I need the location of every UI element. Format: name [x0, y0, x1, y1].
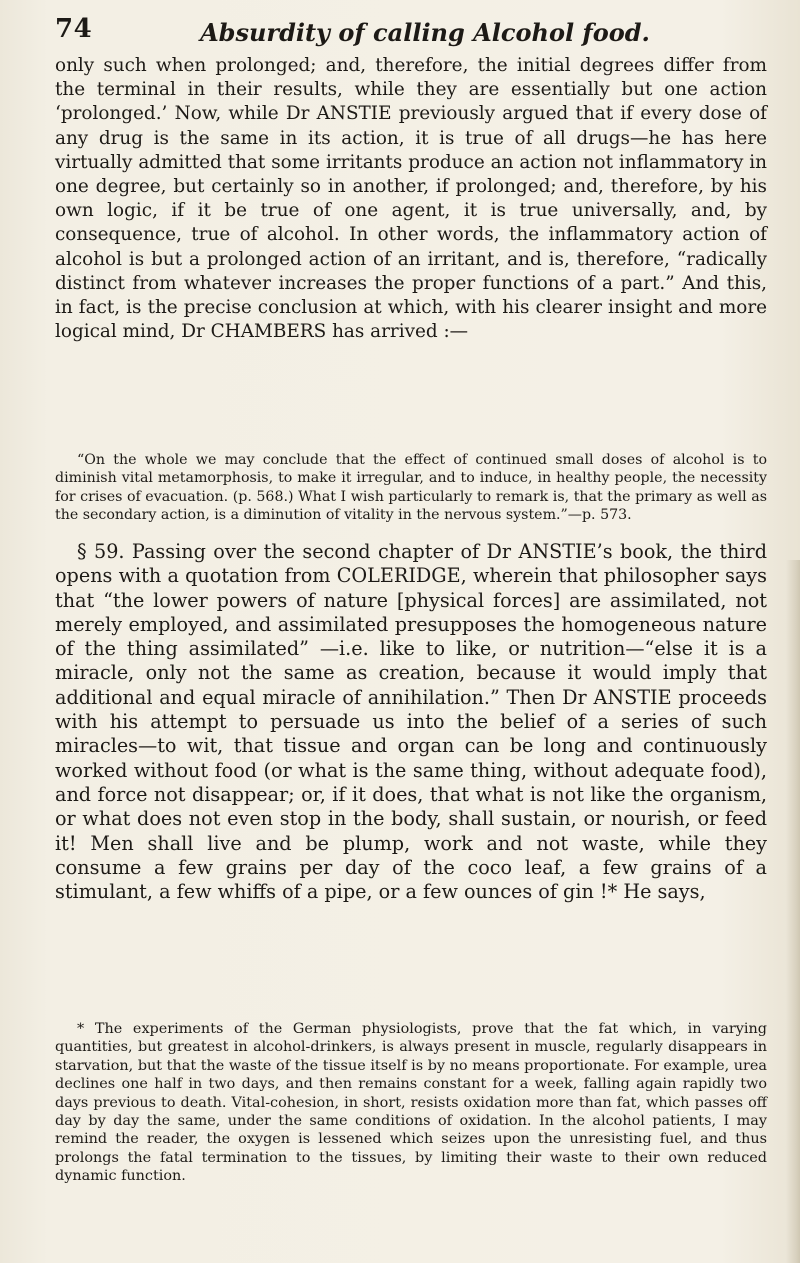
- page-number: 74: [55, 14, 93, 44]
- footnote-text: * The experiments of the German physiologists, prove that the fat which, in varying quantities, but greatest in alcohol-drinkers, is always present in muscle, regularly disappears in starvation, but that the waste of the tissue itself is by no means proportionate. For example, urea declines one half in two days, and then remains constant for a week, falling again rapidly two days previous to death. Vital-cohesion, in short, resists oxidation more than fat, which passes off day by day the same, under the same conditions of oxidation. In the alcohol patients, I may remind the reader, the oxygen is lessened which seizes upon the unresisting fuel, and thus prolongs the fatal termination to the tissues, by limiting their waste to their own reduced dynamic function.: [55, 1021, 767, 1185]
- block-quote: [55, 451, 767, 524]
- paragraph-1: only such when prolonged; and, therefore, the initial degrees differ from the terminal in their results, while they are essentially but one action ‘prolonged.’ Now, while Dr ANSTIE previously argued that if every dose of any drug is the same in its action, it is true of all drugs—he has here virtually admitted that some irritants produce an action not inflammatory in one degree, but certainly so in another, if prolonged; and, therefore, by his own logic, if it be true of one agent, it is true universally, and, by consequence, true of alcohol. In other words, the inflammatory action of alcohol is but a prolonged action of an irritant, and is, therefore, “radically distinct from whatever increases the proper functions of a part.” And this, in fact, is the precise conclusion at which, with his clearer insight and more logical mind, Dr CHAMBERS has arrived :—: [55, 55, 767, 343]
- footnote: [55, 1020, 767, 1186]
- page-edge-shadow: [786, 560, 800, 1263]
- section-59: [55, 540, 767, 904]
- paragraph-2: § 59. Passing over the second chapter of Dr ANSTIE’s book, the third opens with a quotation from COLERIDGE, wherein that philosopher says that “the lower powers of nature [physical forces] are assimilated, not merely employed, and assimilated presupposes the homogeneous nature of the thing assimilated” —i.e. like to like, or nutrition—“else it is a miracle, only not the same as creation, because it would imply that additional and equal miracle of annihilation.” Then Dr ANSTIE proceeds with his attempt to persuade us into the belief of a series of such miracles—to wit, that tissue and organ can be long and continuously worked without food (or what is the same thing, without adequate food), and force not disappear; or, if it does, that what is not like the organism, or what does not even stop in the body, shall sustain, or nourish, or feed it! Men shall live and be plump, work and not waste, while they consume a few grains per day of the coco leaf, a few grains of a stimulant, a few whiffs of a pipe, or a few ounces of gin !* He says,: [55, 540, 767, 904]
- main-paragraph: [55, 54, 767, 344]
- quote-text: “On the whole we may conclude that the effect of continued small doses of alcohol is to diminish vital metamorphosis, to make it irregular, and to induce, in healthy people, the necessity for crises of evacuation. (p. 568.) What I wish particularly to remark is, that the primary as well as the secondary action, is a diminution of vitality in the nervous system.”—p. 573.: [55, 452, 767, 523]
- page-header: [55, 14, 755, 52]
- running-head: Absurdity of calling Alcohol food.: [200, 18, 650, 47]
